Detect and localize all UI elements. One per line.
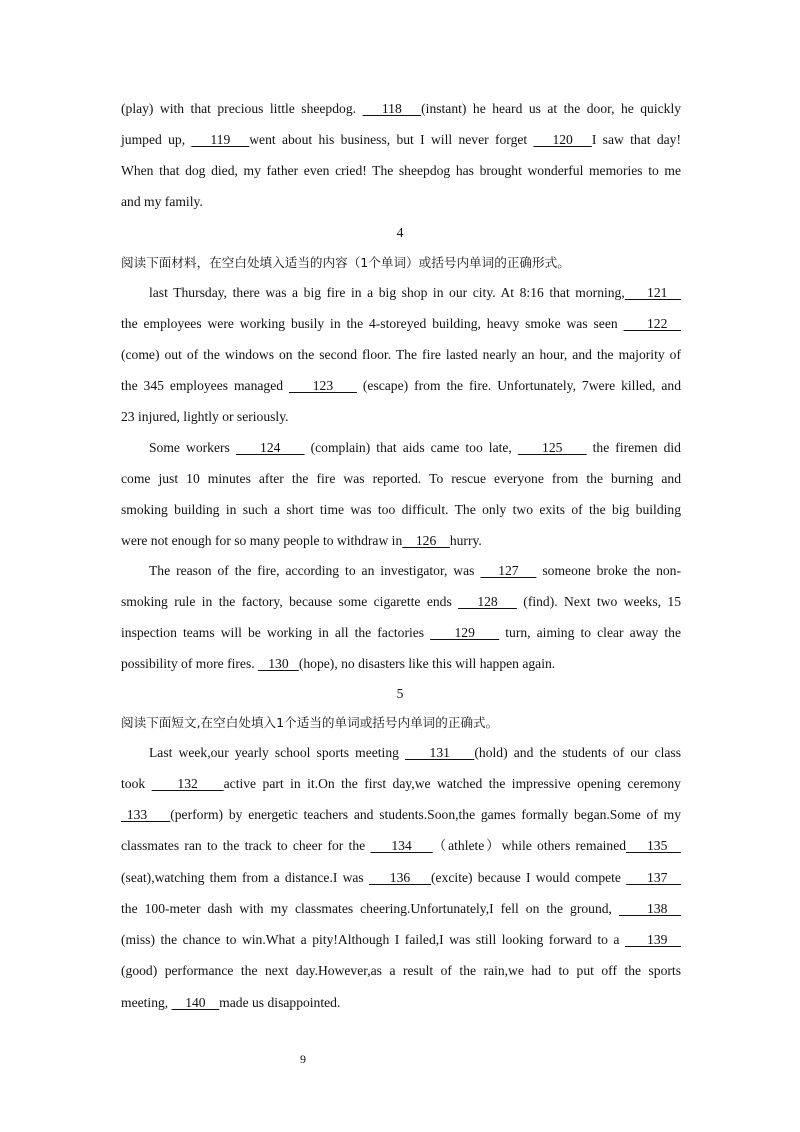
blank-125[interactable]: 125 <box>517 440 587 455</box>
blank-137[interactable]: 137 <box>626 870 682 885</box>
blank-127[interactable]: 127 <box>480 563 537 578</box>
blank-119[interactable]: 119 <box>191 132 250 147</box>
text-line: and my family. <box>121 194 203 209</box>
text-line: classmates ran to the track to cheer for the 134 （athlete）while others remained 135 <box>121 838 681 853</box>
blank-136[interactable]: 136 <box>368 870 432 885</box>
text-line: come just 10 minutes after the fire was reported. To rescue everyone from the burning and <box>121 471 681 486</box>
text-line: (play) with that precious little sheepdog. 118 (instant) he heard us at the door, he quickly <box>121 101 682 116</box>
blank-135[interactable]: 135 <box>626 838 681 853</box>
text-line: smoking rule in the factory, because some cigarette ends 128 (find). Next two weeks, 15 <box>121 594 682 609</box>
text-line: meeting, 140 made us disappointed. <box>121 995 341 1010</box>
blank-120[interactable]: 120 <box>533 132 592 147</box>
blank-121[interactable]: 121 <box>624 285 682 300</box>
text-line: inspection teams will be working in all the factories 129 turn, aiming to clear away the <box>121 625 681 640</box>
text-line: (come) out of the windows on the second floor. The fire lasted nearly an hour, and the majority of <box>121 347 681 362</box>
blank-134[interactable]: 134 <box>370 838 433 853</box>
text-line: smoking building in such a short time was too difficult. The only two exits of the big building <box>121 502 681 517</box>
text-line: the 345 employees managed 123 (escape) from the fire. Unfortunately, 7were killed, and <box>121 378 682 393</box>
blank-131[interactable]: 131 <box>405 745 475 760</box>
blank-139[interactable]: 139 <box>624 932 682 947</box>
text-line: the 100-meter dash with my classmates cheering.Unfortunately,I fell on the ground, 138 <box>121 901 682 916</box>
text-line: When that dog died, my father even cried! The sheepdog has brought wonderful memories to me <box>121 163 681 178</box>
blank-133[interactable]: 133 <box>121 807 171 822</box>
text-line: (seat),watching them from a distance.I was 136 (excite) because I would compete 137 <box>121 870 682 885</box>
text-line: 23 injured, lightly or seriously. <box>121 409 289 424</box>
text-line: The reason of the fire, according to an investigator, was 127 someone broke the non- <box>149 563 681 578</box>
blank-128[interactable]: 128 <box>458 594 517 609</box>
blank-124[interactable]: 124 <box>235 440 305 455</box>
text-line: jumped up, 119 went about his business, but I will never forget 120 I saw that day! <box>121 132 681 147</box>
section-instruction: 阅读下面材料，在空白处填入适当的内容（1个单词）或括号内单词的正确形式。 <box>121 255 570 270</box>
section-instruction: 阅读下面短文,在空白处填入1个适当的单词或括号内单词的正确式。 <box>121 715 499 730</box>
blank-129[interactable]: 129 <box>430 625 500 640</box>
page-number: 9 <box>300 1052 306 1066</box>
section-number: 4 <box>396 225 404 240</box>
blank-130[interactable]: 130 <box>258 656 299 671</box>
blank-138[interactable]: 138 <box>618 901 682 916</box>
blank-123[interactable]: 123 <box>288 378 357 393</box>
text-line: (miss) the chance to win.What a pity!Although I failed,I was still looking forward to a 139 <box>121 932 682 947</box>
text-line: took 132 active part in it.On the first day,we watched the impressive opening ceremony <box>121 776 681 791</box>
text-line: last Thursday, there was a big fire in a big shop in our city. At 8:16 that morning, 121 <box>149 285 682 300</box>
text-line: possibility of more fires. 130 (hope), no disasters like this will happen again. <box>121 656 556 671</box>
text-line: (good) performance the next day.However,as a result of the rain,we had to put off the sports <box>121 963 681 978</box>
blank-126[interactable]: 126 <box>402 533 450 548</box>
section-number: 5 <box>396 686 404 701</box>
text-line: 133 (perform) by energetic teachers and students.Soon,the games formally began.Some of my <box>121 807 682 822</box>
blank-118[interactable]: 118 <box>362 101 422 116</box>
blank-140[interactable]: 140 <box>171 995 220 1010</box>
text-line: were not enough for so many people to withdraw in 126 hurry. <box>121 533 482 548</box>
blank-132[interactable]: 132 <box>151 776 224 791</box>
text-line: Last week,our yearly school sports meeting 131 (hold) and the students of our class <box>149 745 682 760</box>
text-line: Some workers 124 (complain) that aids came too late, 125 the firemen did <box>149 440 681 455</box>
blank-122[interactable]: 122 <box>623 316 681 331</box>
text-line: the employees were working busily in the 4-storeyed building, heavy smoke was seen 122 <box>121 316 681 331</box>
